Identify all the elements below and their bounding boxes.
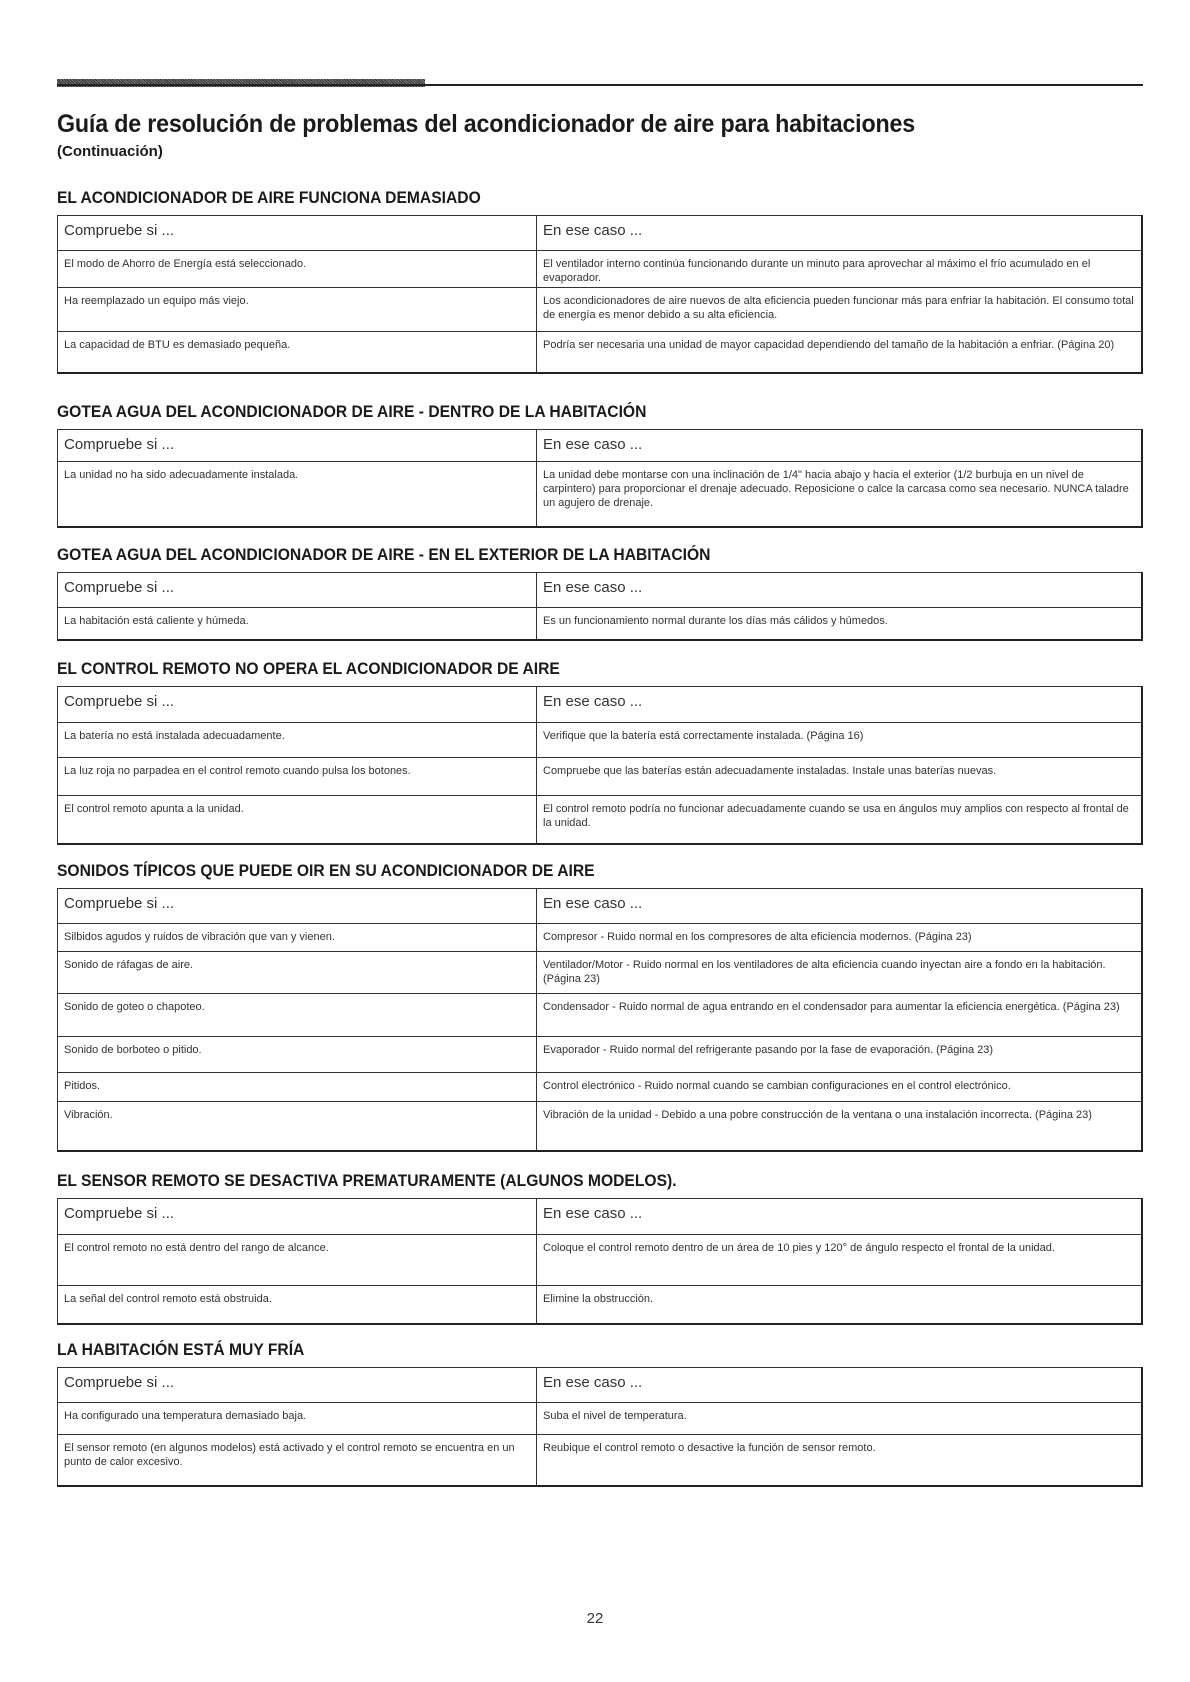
table-row <box>58 1037 1143 1073</box>
cell-check: La señal del control remoto está obstruida. <box>58 1286 537 1324</box>
cell-check: El control remoto no está dentro del rango de alcance. <box>58 1235 537 1286</box>
troubleshooting-table <box>57 1198 1143 1325</box>
table-row <box>58 251 1143 288</box>
cell-solution: Condensador - Ruido normal de agua entrando en el condensador para aumentar la eficiencia energética. (Página 23) <box>537 994 1143 1037</box>
troubleshooting-section <box>57 1340 1143 1487</box>
page-title: Guía de resolución de problemas del acondicionador de aire para habitaciones <box>57 110 915 138</box>
troubleshooting-table <box>57 572 1143 641</box>
section-heading: GOTEA AGUA DEL ACONDICIONADOR DE AIRE - EN EL EXTERIOR DE LA HABITACIÓN <box>57 545 711 564</box>
cell-solution: Los acondicionadores de aire nuevos de alta eficiencia pueden funcionar más para enfriar la habitación. El consumo total de energía es menor debido a su alta eficiencia. <box>537 288 1143 332</box>
cell-solution: El ventilador interno continúa funcionando durante un minuto para aprovechar al máximo el frío acumulado en el evaporador. <box>537 251 1143 288</box>
column-header-check: Compruebe si ... <box>58 1368 537 1403</box>
cell-solution: Podría ser necesaria una unidad de mayor capacidad dependiendo del tamaño de la habitación a enfriar. (Página 20) <box>537 332 1143 373</box>
table-row <box>58 1073 1143 1102</box>
table-header-row <box>58 687 1143 723</box>
cell-check: Ha reemplazado un equipo más viejo. <box>58 288 537 332</box>
column-header-check: Compruebe si ... <box>58 687 537 723</box>
column-header-check: Compruebe si ... <box>58 216 537 251</box>
table-row <box>58 1286 1143 1324</box>
cell-check: La luz roja no parpadea en el control remoto cuando pulsa los botones. <box>58 758 537 796</box>
table-row <box>58 288 1143 332</box>
table-header-row <box>58 1368 1143 1403</box>
cell-solution: El control remoto podría no funcionar adecuadamente cuando se usa en ángulos muy amplios con respecto al frontal de la unidad. <box>537 796 1143 844</box>
cell-solution: Suba el nivel de temperatura. <box>537 1403 1143 1435</box>
troubleshooting-section <box>57 188 1143 374</box>
table-row <box>58 1403 1143 1435</box>
cell-solution: Compresor - Ruido normal en los compresores de alta eficiencia modernos. (Página 23) <box>537 924 1143 952</box>
cell-check: Sonido de borboteo o pitido. <box>58 1037 537 1073</box>
cell-check: La unidad no ha sido adecuadamente instalada. <box>58 462 537 527</box>
table-header-row <box>58 573 1143 608</box>
cell-check: Pitidos. <box>58 1073 537 1102</box>
table-row <box>58 994 1143 1037</box>
troubleshooting-table <box>57 686 1143 845</box>
column-header-check: Compruebe si ... <box>58 430 537 462</box>
troubleshooting-section <box>57 861 1143 1152</box>
table-row <box>58 796 1143 844</box>
table-row <box>58 332 1143 373</box>
table-row <box>58 1235 1143 1286</box>
cell-solution: La unidad debe montarse con una inclinación de 1/4" hacia abajo y hacia el exterior (1/2 burbuja en un nivel de carpintero) para proporcionar el drenaje adecuado. Reposicione o calce la carcasa como sea necesario. NUNCA taladre un agujero de drenaje. <box>537 462 1143 527</box>
troubleshooting-section <box>57 659 1143 845</box>
column-header-solution: En ese caso ... <box>537 430 1143 462</box>
troubleshooting-section <box>57 1171 1143 1325</box>
cell-solution: Es un funcionamiento normal durante los días más cálidos y húmedos. <box>537 608 1143 640</box>
section-heading: EL ACONDICIONADOR DE AIRE FUNCIONA DEMASIADO <box>57 188 481 207</box>
cell-solution: Compruebe que las baterías están adecuadamente instaladas. Instale unas baterías nuevas. <box>537 758 1143 796</box>
column-header-solution: En ese caso ... <box>537 687 1143 723</box>
column-header-check: Compruebe si ... <box>58 889 537 924</box>
troubleshooting-section <box>57 545 1143 641</box>
section-heading: EL CONTROL REMOTO NO OPERA EL ACONDICIONADOR DE AIRE <box>57 659 560 678</box>
table-row <box>58 924 1143 952</box>
cell-check: La capacidad de BTU es demasiado pequeña. <box>58 332 537 373</box>
cell-check: Vibración. <box>58 1102 537 1151</box>
column-header-solution: En ese caso ... <box>537 573 1143 608</box>
cell-check: Sonido de ráfagas de aire. <box>58 952 537 994</box>
table-header-row <box>58 889 1143 924</box>
cell-check: El modo de Ahorro de Energía está seleccionado. <box>58 251 537 288</box>
table-row <box>58 1435 1143 1486</box>
cell-check: El control remoto apunta a la unidad. <box>58 796 537 844</box>
table-row <box>58 952 1143 994</box>
cell-solution: Coloque el control remoto dentro de un área de 10 pies y 120° de ángulo respecto el frontal de la unidad. <box>537 1235 1143 1286</box>
table-row <box>58 608 1143 640</box>
table-header-row <box>58 430 1143 462</box>
column-header-solution: En ese caso ... <box>537 1368 1143 1403</box>
cell-solution: Elimine la obstrucción. <box>537 1286 1143 1324</box>
page-subtitle: (Continuación) <box>57 143 163 160</box>
column-header-solution: En ese caso ... <box>537 889 1143 924</box>
section-heading: LA HABITACIÓN ESTÁ MUY FRÍA <box>57 1340 305 1359</box>
column-header-solution: En ese caso ... <box>537 216 1143 251</box>
section-heading: EL SENSOR REMOTO SE DESACTIVA PREMATURAMENTE (ALGUNOS MODELOS). <box>57 1171 677 1190</box>
troubleshooting-table <box>57 429 1143 528</box>
section-heading: SONIDOS TÍPICOS QUE PUEDE OIR EN SU ACONDICIONADOR DE AIRE <box>57 861 595 880</box>
troubleshooting-table <box>57 215 1143 374</box>
table-header-row <box>58 216 1143 251</box>
troubleshooting-table <box>57 888 1143 1152</box>
cell-solution: Evaporador - Ruido normal del refrigerante pasando por la fase de evaporación. (Página 23) <box>537 1037 1143 1073</box>
table-header-row <box>58 1199 1143 1235</box>
cell-check: Silbidos agudos y ruidos de vibración que van y vienen. <box>58 924 537 952</box>
cell-solution: Ventilador/Motor - Ruido normal en los ventiladores de alta eficiencia cuando inyectan aire a fondo en la habitación. (Página 23) <box>537 952 1143 994</box>
header-rule <box>57 84 1143 86</box>
column-header-check: Compruebe si ... <box>58 1199 537 1235</box>
cell-check: Ha configurado una temperatura demasiado baja. <box>58 1403 537 1435</box>
column-header-solution: En ese caso ... <box>537 1199 1143 1235</box>
section-heading: GOTEA AGUA DEL ACONDICIONADOR DE AIRE - DENTRO DE LA HABITACIÓN <box>57 402 647 421</box>
page-number: 22 <box>586 1610 604 1627</box>
cell-solution: Reubique el control remoto o desactive la función de sensor remoto. <box>537 1435 1143 1486</box>
cell-check: El sensor remoto (en algunos modelos) está activado y el control remoto se encuentra en un punto de calor excesivo. <box>58 1435 537 1486</box>
table-row <box>58 723 1143 758</box>
cell-check: Sonido de goteo o chapoteo. <box>58 994 537 1037</box>
table-row <box>58 462 1143 527</box>
cell-check: La batería no está instalada adecuadamente. <box>58 723 537 758</box>
column-header-check: Compruebe si ... <box>58 573 537 608</box>
table-row <box>58 1102 1143 1151</box>
troubleshooting-section <box>57 402 1143 528</box>
cell-solution: Control electrónico - Ruido normal cuando se cambian configuraciones en el control electrónico. <box>537 1073 1143 1102</box>
table-row <box>58 758 1143 796</box>
cell-check: La habitación está caliente y húmeda. <box>58 608 537 640</box>
troubleshooting-table <box>57 1367 1143 1487</box>
cell-solution: Verifique que la batería está correctamente instalada. (Página 16) <box>537 723 1143 758</box>
cell-solution: Vibración de la unidad - Debido a una pobre construcción de la ventana o una instalación incorrecta. (Página 23) <box>537 1102 1143 1151</box>
